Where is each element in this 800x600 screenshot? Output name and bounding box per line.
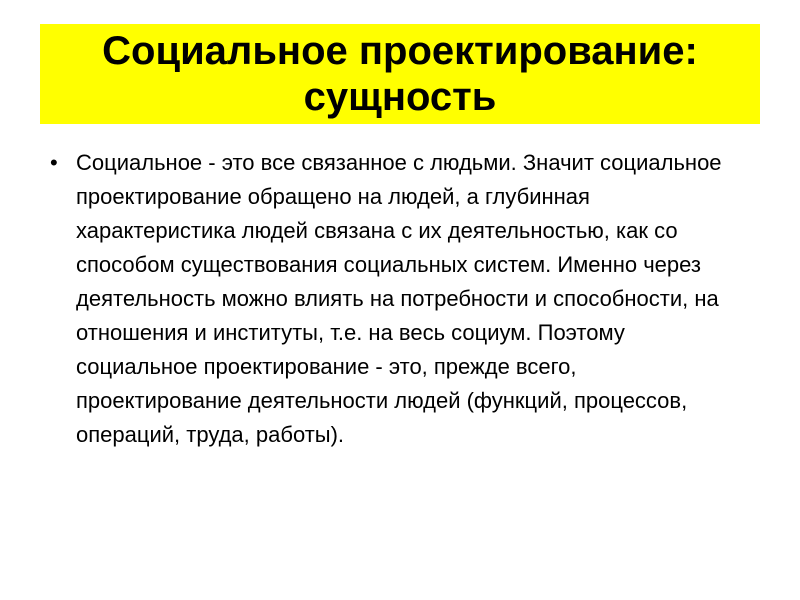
bullet-marker: •	[50, 150, 58, 175]
bullet-item	[50, 146, 750, 452]
slide-title: Социальное проектирование: сущность	[102, 29, 698, 119]
bullet-text: Социальное - это все связанное с людьми. Значит социальное проектирование обращено на людей, а глубинная характеристика людей связана с их деятельностью, как со способом существования социальных систем. Именно через деятельность можно влиять на потребности и способности, на отношения и институты, т.е. на весь социум. Поэтому социальное проектирование - это, прежде всего, проектирование деятельности людей (функций, процессов, операций, труда, работы).	[76, 150, 722, 447]
bullet-list	[50, 146, 750, 452]
title-band	[40, 24, 760, 124]
